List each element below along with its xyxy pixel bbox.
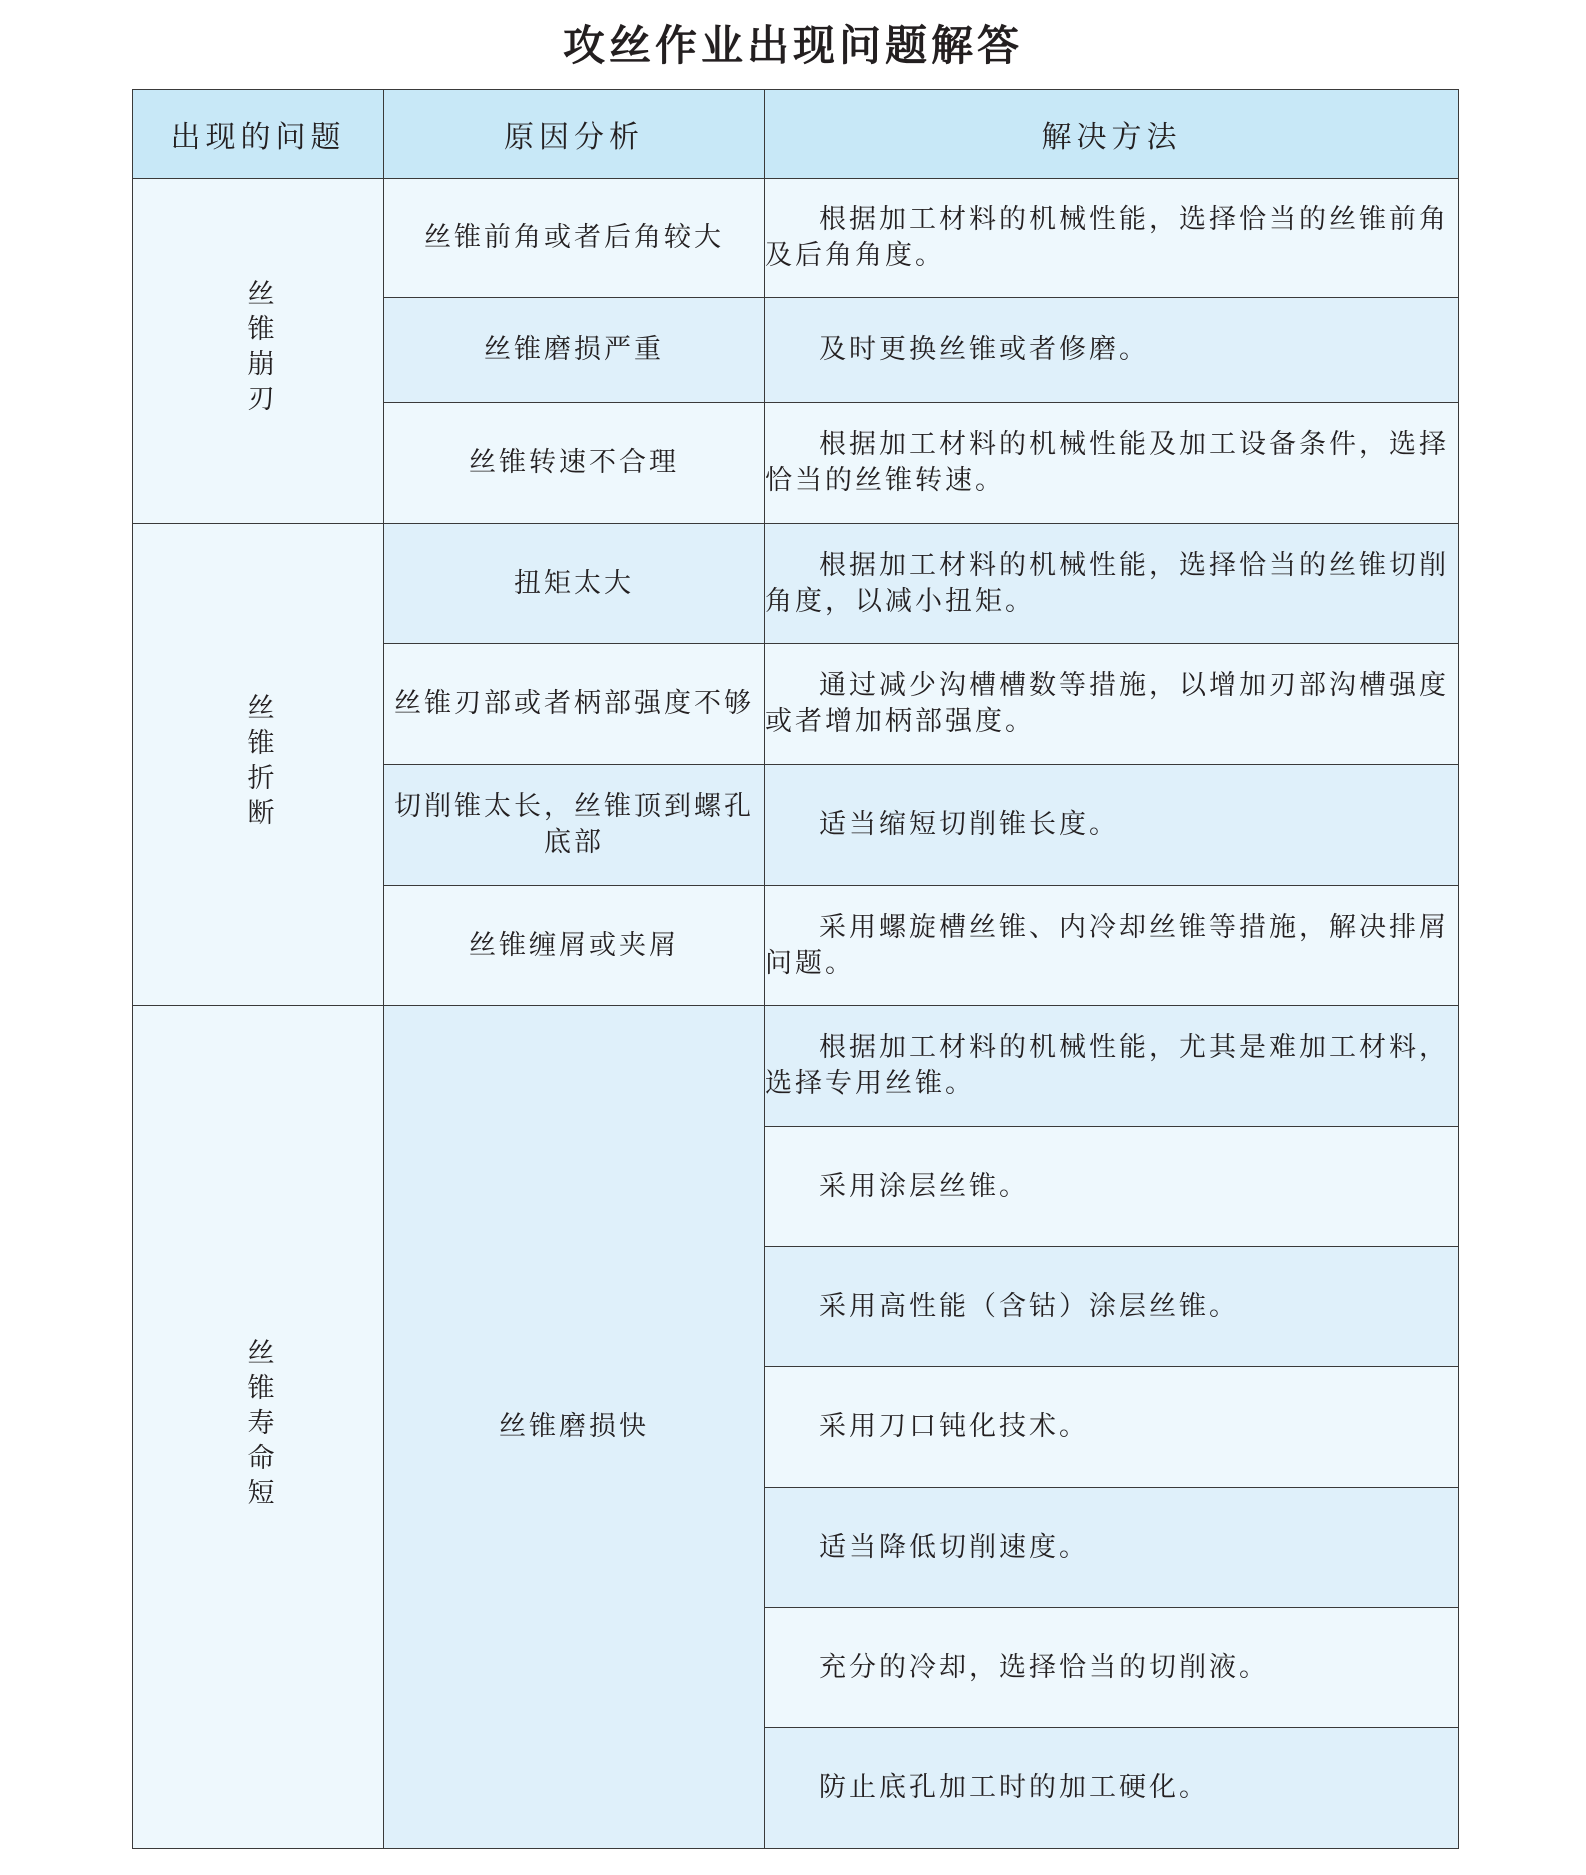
- solution-cell: 适当缩短切削锥长度。: [765, 765, 1459, 886]
- solution-cell: 根据加工材料的机械性能，选择恰当的丝锥切削角度，以减小扭矩。: [765, 524, 1459, 644]
- solution-cell: 根据加工材料的机械性能，选择恰当的丝锥前角及后角角度。: [765, 179, 1459, 298]
- table-header-row: [133, 90, 1459, 179]
- cause-cell: 丝锥刃部或者柄部强度不够: [384, 644, 765, 765]
- cause-cell: 丝锥磨损严重: [384, 298, 765, 403]
- solution-cell: 根据加工材料的机械性能，尤其是难加工材料，选择专用丝锥。: [765, 1006, 1459, 1127]
- page-title: 攻丝作业出现问题解答: [562, 21, 1023, 70]
- qa-table: [132, 89, 1459, 1849]
- problem-label: 丝锥寿命短: [242, 1337, 274, 1513]
- header-cause: 原因分析: [384, 90, 765, 179]
- header-solution: 解决方法: [765, 90, 1459, 179]
- solution-cell: 采用涂层丝锥。: [765, 1127, 1459, 1247]
- solution-cell: 根据加工材料的机械性能及加工设备条件，选择恰当的丝锥转速。: [765, 403, 1459, 524]
- cause-cell: 丝锥缠屑或夹屑: [384, 886, 765, 1006]
- solution-cell: 防止底孔加工时的加工硬化。: [765, 1728, 1459, 1849]
- problem-label: 丝锥崩刃: [242, 279, 274, 419]
- problem-cell: [133, 524, 384, 1006]
- solution-cell: 适当降低切削速度。: [765, 1488, 1459, 1608]
- solution-cell: 采用高性能（含钴）涂层丝锥。: [765, 1247, 1459, 1367]
- solution-cell: 通过减少沟槽槽数等措施，以增加刃部沟槽强度或者增加柄部强度。: [765, 644, 1459, 765]
- problem-cell: [133, 179, 384, 524]
- table-row: [133, 179, 1459, 298]
- solution-cell: 采用螺旋槽丝锥、内冷却丝锥等措施，解决排屑问题。: [765, 886, 1459, 1006]
- cause-cell: 扭矩太大: [384, 524, 765, 644]
- solution-cell: 充分的冷却，选择恰当的切削液。: [765, 1608, 1459, 1728]
- solution-cell: 采用刀口钝化技术。: [765, 1367, 1459, 1488]
- solution-cell: 及时更换丝锥或者修磨。: [765, 298, 1459, 403]
- cause-cell: 丝锥磨损快: [384, 1006, 765, 1849]
- table-row: [133, 1006, 1459, 1127]
- cause-cell: 丝锥前角或者后角较大: [384, 179, 765, 298]
- table-row: [133, 524, 1459, 644]
- cause-cell: 切削锥太长，丝锥顶到螺孔底部: [384, 765, 765, 886]
- problem-label: 丝锥折断: [242, 692, 274, 833]
- header-problem: 出现的问题: [133, 90, 384, 179]
- cause-cell: 丝锥转速不合理: [384, 403, 765, 524]
- problem-cell: [133, 1006, 384, 1849]
